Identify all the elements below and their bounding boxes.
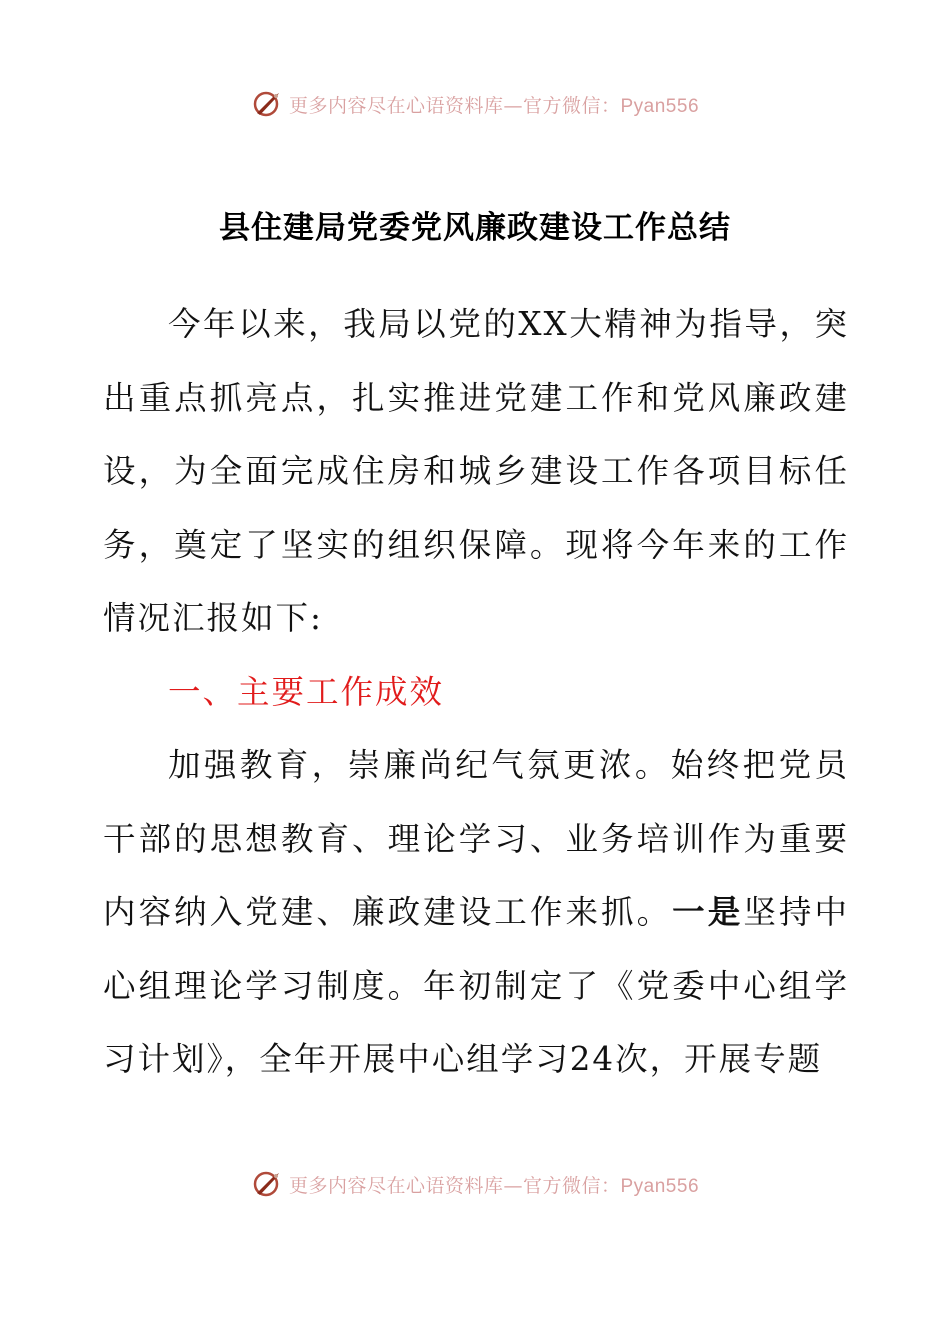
section-heading: 一、主要工作成效 <box>168 672 445 711</box>
document-title: 县住建局党委党风廉政建设工作总结 <box>219 210 731 246</box>
banner-text: 更多内容尽在心语资料库—官方微信：Pyan556 <box>288 1174 700 1197</box>
pen-nib-icon <box>251 87 285 121</box>
paragraph-2: 加强教育，崇廉尚纪气氛更浓。始终把党员干部的思想教育、理论学习、业务培训作为重要内容纳入党建、廉政建设工作来抓。一是坚持中心组理论学习制度。年初制定了《党委中心组学习计划》，全年开展中心组学习24次，开展专题 <box>103 746 849 1078</box>
header-banner <box>0 84 950 124</box>
wechat-id: Pyan556 <box>620 95 700 117</box>
footer-banner <box>0 1164 950 1204</box>
banner-text: 更多内容尽在心语资料库—官方微信：Pyan556 <box>288 94 700 117</box>
document-body <box>103 288 849 1097</box>
wechat-id: Pyan556 <box>620 1175 700 1197</box>
pen-nib-icon <box>251 1167 285 1201</box>
bold-emphasis: 一是 <box>672 893 744 931</box>
intro-paragraph: 今年以来，我局以党的XX大精神为指导，突出重点抓亮点，扎实推进党建工作和党风廉政建设，为全面完成住房和城乡建设工作各项目标任务，奠定了坚实的组织保障。现将今年来的工作情况汇报如下: <box>103 305 849 637</box>
